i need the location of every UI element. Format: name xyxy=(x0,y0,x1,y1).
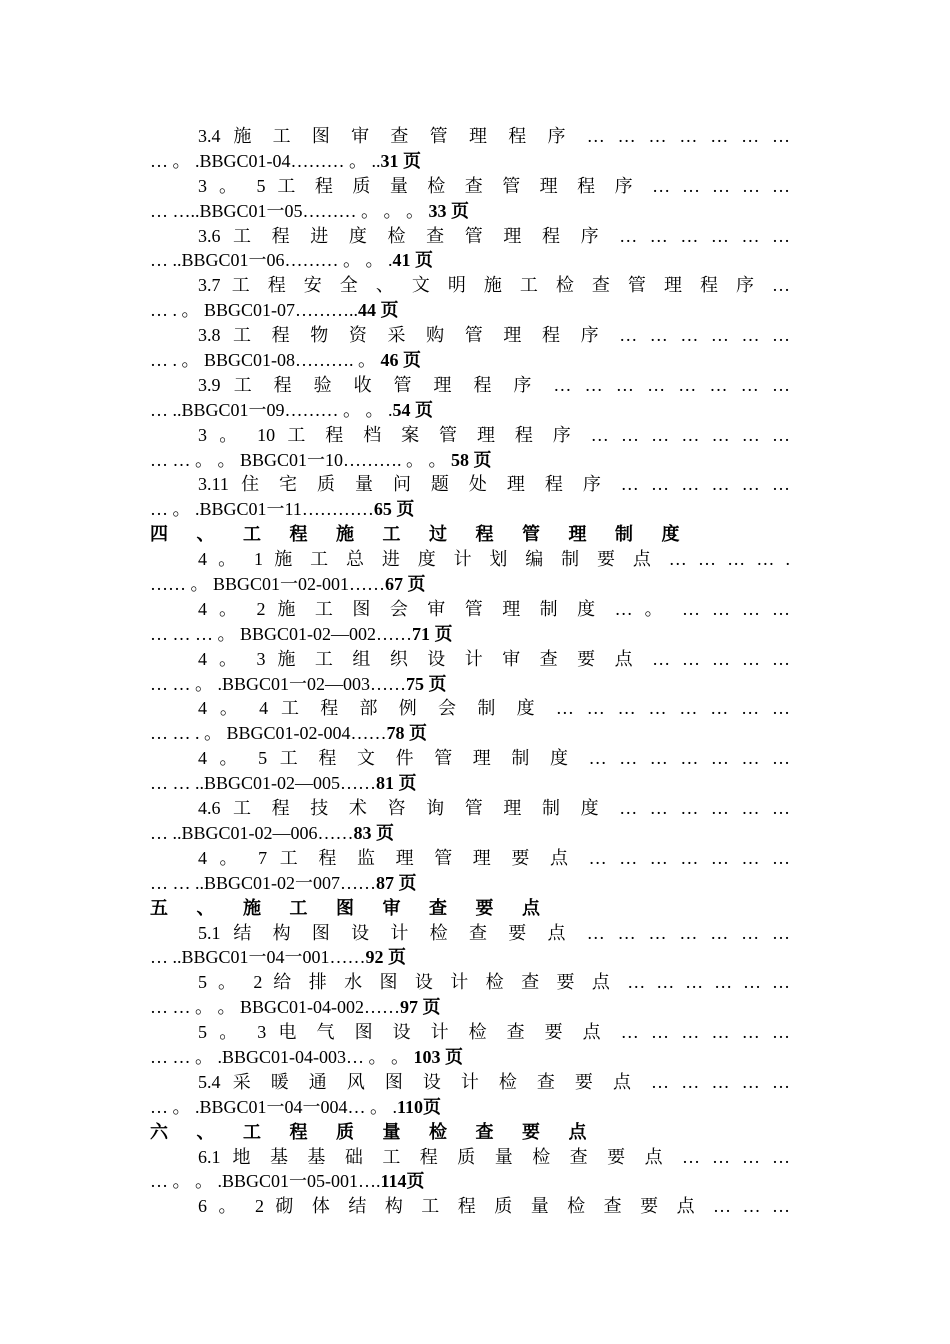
toc-entry-title: 4 。 4 工 程 部 例 会 制 度 … … … … … … … … xyxy=(198,698,790,719)
toc-entry-code: … …..BBGC01一05……… 。 。 。 33 页 xyxy=(150,200,470,221)
toc-entry xyxy=(150,323,790,373)
page-number: 44 页 xyxy=(358,300,399,321)
toc-entry xyxy=(150,174,790,224)
toc-entry xyxy=(150,970,790,1020)
toc-entry-code: … … ..BBGC01-02一007……87 页 xyxy=(150,872,417,893)
toc-entry-title: 4 。 1 施 工 总 进 度 计 划 编 制 要 点 … … … … . xyxy=(198,549,790,570)
toc-entry-title: 3.11 住 宅 质 量 问 题 处 理 程 序 … … … … … … xyxy=(198,474,790,495)
toc-entry xyxy=(150,1194,790,1219)
toc-entry-title: 6 。 2 砌 体 结 构 工 程 质 量 检 查 要 点 … … … xyxy=(198,1196,790,1217)
toc-entry-code: … ..BBGC01一04一001……92 页 xyxy=(150,947,407,968)
page-number: 110页 xyxy=(397,1096,442,1117)
toc-entry-title: 3 。 5 工 程 质 量 检 查 管 理 程 序 … … … … … xyxy=(198,175,790,196)
toc-entry xyxy=(150,647,790,697)
toc-entry xyxy=(150,124,790,174)
toc-entry-code: … ..BBGC01一06……… 。 。 .41 页 xyxy=(150,250,434,271)
toc-entry xyxy=(150,273,790,323)
page-number: 83 页 xyxy=(353,822,395,843)
toc-entry-title: 6.1 地 基 基 础 工 程 质 量 检 查 要 点 … … … … xyxy=(198,1146,790,1167)
toc-entry xyxy=(150,746,790,796)
toc-entry-title: 5.4 采 暖 通 风 图 设 计 检 查 要 点 … … … … … xyxy=(198,1071,790,1092)
page-number: 58 页 xyxy=(451,449,492,470)
toc-entry-code: … … . 。 BBGC01-02-004……78 页 xyxy=(150,723,428,744)
page-number: 31 页 xyxy=(380,150,422,171)
toc-entry xyxy=(150,224,790,274)
toc-entry xyxy=(150,1145,790,1195)
section-heading: 六 、 工 程 质 量 检 查 要 点 xyxy=(150,1121,599,1142)
toc-entry-title: 3.9 工 程 验 收 管 理 程 序 … … … … … … … … xyxy=(198,374,790,395)
table-of-contents xyxy=(150,124,790,1219)
toc-entry-title: 3 。 10 工 程 档 案 管 理 程 序 … … … … … … … xyxy=(198,424,790,445)
toc-entry-code: … … … 。 BBGC01-02—002……71 页 xyxy=(150,623,453,644)
toc-entry-title: 5 。 2 给 排 水 图 设 计 检 查 要 点 … … … … … … xyxy=(198,972,790,993)
page-number: 33 页 xyxy=(428,200,470,221)
toc-entry-title: 5 。 3 电 气 图 设 计 检 查 要 点 … … … … … … xyxy=(198,1022,790,1043)
toc-entry-code: … … ..BBGC01-02—005……81 页 xyxy=(150,773,417,794)
toc-entry xyxy=(150,796,790,846)
toc-entry-code: … … 。 .BBGC01-04-003… 。 。 103 页 xyxy=(150,1046,464,1067)
toc-entry-code: … … 。 .BBGC01一02—003……75 页 xyxy=(150,673,447,694)
toc-entry xyxy=(150,472,790,522)
toc-entry-title: 3.8 工 程 物 资 采 购 管 理 程 序 … … … … … … xyxy=(198,325,790,346)
toc-entry-code: … ..BBGC01-02—006……83 页 xyxy=(150,822,395,843)
page-number: 54 页 xyxy=(392,399,434,420)
toc-entry-title: 4 。 3 施 工 组 织 设 计 审 查 要 点 … … … … … xyxy=(198,648,790,669)
page-number: 87 页 xyxy=(376,872,417,893)
page-number: 65 页 xyxy=(373,499,415,520)
toc-entry xyxy=(150,846,790,896)
toc-entry-title: 3.7 工 程 安 全 、 文 明 施 工 检 查 管 理 程 序 … xyxy=(198,275,790,296)
toc-entry-code: … ..BBGC01一09……… 。 。 .54 页 xyxy=(150,399,434,420)
page-number: 75 页 xyxy=(406,673,447,694)
toc-entry-code: … . 。 BBGC01-08………. 。 46 页 xyxy=(150,350,422,371)
toc-entry xyxy=(150,1020,790,1070)
page-number: 81 页 xyxy=(376,773,417,794)
toc-entry-title: 3.4 施 工 图 审 查 管 理 程 序 … … … … … … … xyxy=(198,126,790,146)
page-number: 103 页 xyxy=(413,1046,464,1067)
toc-entry-code: … 。 .BBGC01一11…………65 页 xyxy=(150,499,415,520)
page-number: 114页 xyxy=(380,1171,425,1192)
toc-entry-title: 4 。 5 工 程 文 件 管 理 制 度 … … … … … … … xyxy=(198,748,790,769)
toc-entry-code: … … 。 。 BBGC01一10………. 。 。 58 页 xyxy=(150,449,492,470)
toc-entry-title: 5.1 结 构 图 设 计 检 查 要 点 … … … … … … … xyxy=(198,922,790,943)
section-heading: 四 、 工 程 施 工 过 程 管 理 制 度 xyxy=(150,524,692,545)
page-number: 97 页 xyxy=(400,997,441,1018)
toc-entry-title: 4 。 7 工 程 监 理 管 理 要 点 … … … … … … … xyxy=(198,847,790,868)
page-number: 46 页 xyxy=(380,350,422,371)
toc-entry-code: …… 。 BBGC01一02-001……67 页 xyxy=(150,574,426,595)
page-number: 41 页 xyxy=(392,250,434,271)
toc-entry xyxy=(150,921,790,971)
toc-entry-title: 3.6 工 程 进 度 检 查 管 理 程 序 … … … … … … xyxy=(198,225,790,246)
page-number: 92 页 xyxy=(365,947,407,968)
toc-entry-code: … 。 。 .BBGC01一05-001….114页 xyxy=(150,1171,425,1192)
toc-entry xyxy=(150,696,790,746)
toc-entry xyxy=(150,597,790,647)
toc-entry-code: … . 。 BBGC01-07………..44 页 xyxy=(150,300,399,321)
toc-entry xyxy=(150,1070,790,1120)
toc-entry xyxy=(150,373,790,423)
toc-entry-code: … 。 .BBGC01-04……… 。 ..31 页 xyxy=(150,150,422,171)
toc-entry xyxy=(150,547,790,597)
section-heading: 五 、 施 工 图 审 查 要 点 xyxy=(150,897,552,918)
toc-entry-code: … … 。 。 BBGC01-04-002……97 页 xyxy=(150,997,441,1018)
toc-entry-code: … 。 .BBGC01一04一004… 。 .110页 xyxy=(150,1096,442,1117)
toc-entry-title: 4 。 2 施 工 图 会 审 管 理 制 度 … 。 … … … … xyxy=(198,598,790,619)
page-number: 71 页 xyxy=(412,623,453,644)
toc-entry xyxy=(150,423,790,473)
page-number: 67 页 xyxy=(385,574,426,595)
toc-entry-title: 4.6 工 程 技 术 咨 询 管 理 制 度 … … … … … … xyxy=(198,798,790,819)
page-number: 78 页 xyxy=(386,723,428,744)
